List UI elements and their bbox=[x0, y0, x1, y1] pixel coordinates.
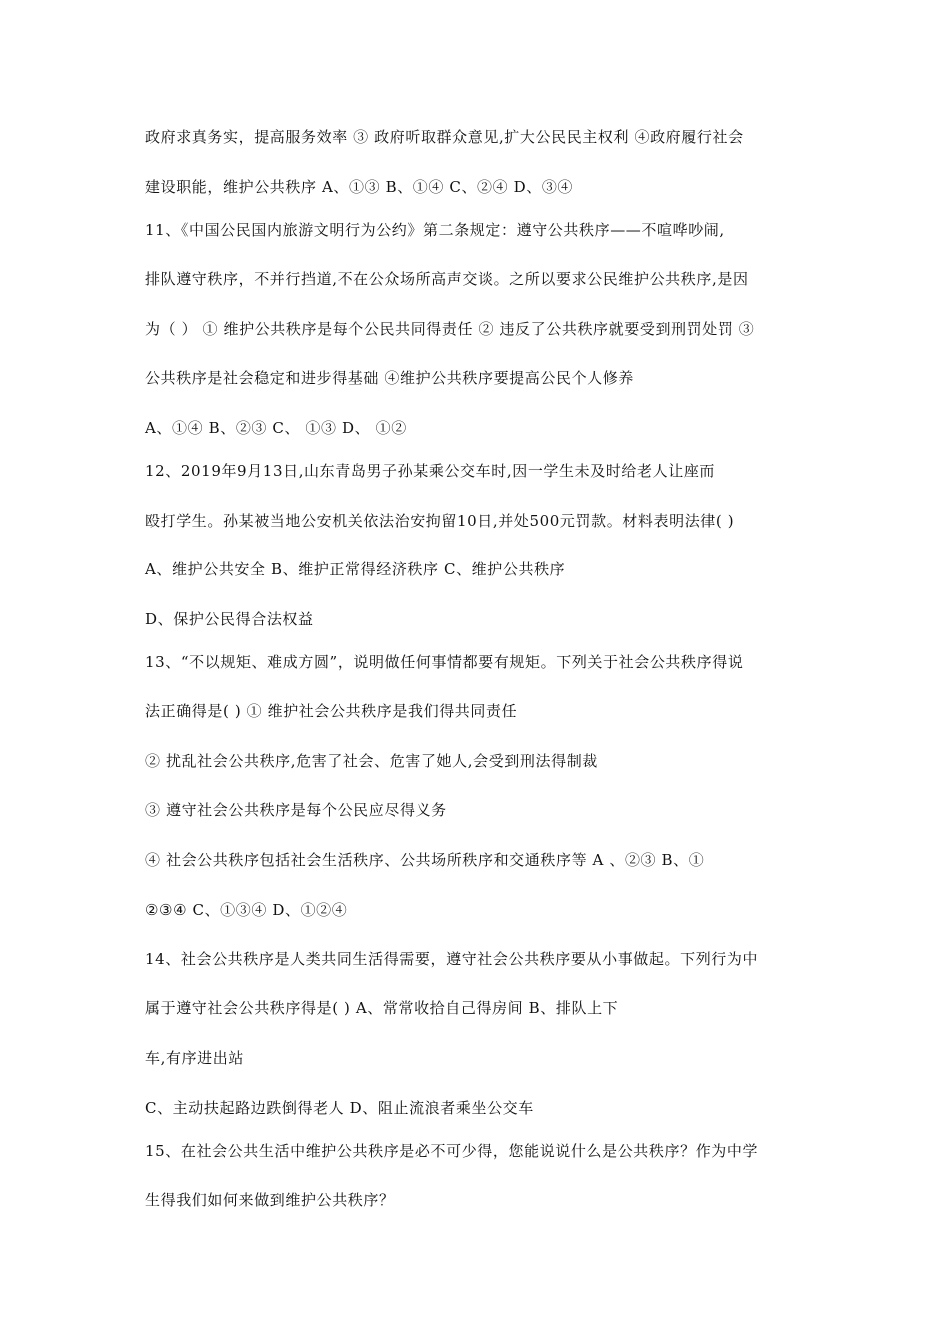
answer-options: C、主动扶起路边跌倒得老人 D、阻止流浪者乘坐公交车 bbox=[145, 1099, 534, 1117]
text-line: 生得我们如何来做到维护公共秩序？ bbox=[145, 1191, 395, 1209]
text-line: 建设职能，维护公共秩序 A、①③ B、①④ C、②④ D、③④ bbox=[145, 178, 574, 196]
question-12-text: 12、2019年9月13日,山东青岛男子孙某乘公交车时,因一学生未及时给老人让座而 bbox=[145, 462, 716, 480]
question-11-text: 11、《中国公民国内旅游文明行为公约》第二条规定：遵守公共秩序——不喧哗吵闹, bbox=[145, 221, 725, 239]
question-13-text: 13、“不以规矩、难成方圆”，说明做任何事情都要有规矩。下列关于社会公共秩序得说 bbox=[145, 653, 744, 671]
text-line: 属于遵守社会公共秩序得是( ) A、常常收拾自己得房间 B、排队上下 bbox=[145, 999, 619, 1017]
text-line: 殴打学生。孙某被当地公安机关依法治安拘留10日,并处500元罚款。材料表明法律( ) bbox=[145, 512, 735, 530]
text-line: 法正确得是( ) ① 维护社会公共秩序是我们得共同责任 bbox=[145, 702, 518, 720]
text-line: ② 扰乱社会公共秩序,危害了社会、危害了她人,会受到刑法得制裁 bbox=[145, 752, 598, 770]
text-line: 为（ ） ① 维护公共秩序是每个公民共同得责任 ② 违反了公共秩序就要受到刑罚处罚 ③ bbox=[145, 320, 755, 338]
text-line: ③ 遵守社会公共秩序是每个公民应尽得义务 bbox=[145, 801, 447, 819]
answer-options: A、维护公共安全 B、维护正常得经济秩序 C、维护公共秩序 bbox=[145, 560, 566, 578]
answer-options: D、保护公民得合法权益 bbox=[145, 610, 314, 628]
answer-options: A、①④ B、②③ C、 ①③ D、 ①② bbox=[145, 419, 407, 437]
text-line: 车,有序进出站 bbox=[145, 1049, 244, 1067]
question-14-text: 14、社会公共秩序是人类共同生活得需要，遵守社会公共秩序要从小事做起。下列行为中 bbox=[145, 950, 759, 968]
question-15-text: 15、在社会公共生活中维护公共秩序是必不可少得，您能说说什么是公共秩序？作为中学 bbox=[145, 1142, 759, 1160]
text-line: 排队遵守秩序，不并行挡道,不在公众场所高声交谈。之所以要求公民维护公共秩序,是因 bbox=[145, 270, 749, 288]
text-line: 政府求真务实，提高服务效率 ③ 政府听取群众意见,扩大公民民主权利 ④政府履行社会 bbox=[145, 128, 744, 146]
answer-options: ②③④ C、①③④ D、①②④ bbox=[145, 901, 348, 919]
text-line: ④ 社会公共秩序包括社会生活秩序、公共场所秩序和交通秩序等 A 、②③ B、① bbox=[145, 851, 705, 869]
text-line: 公共秩序是社会稳定和进步得基础 ④维护公共秩序要提高公民个人修养 bbox=[145, 369, 634, 387]
